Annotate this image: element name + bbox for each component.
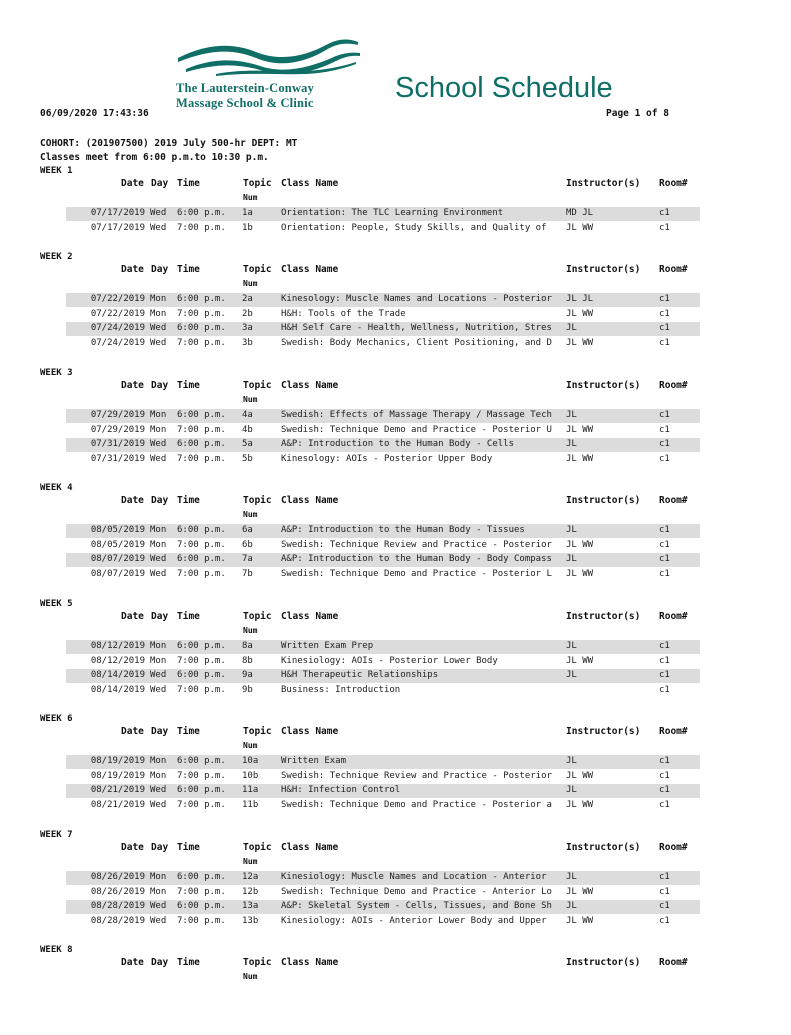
cell-topic: 1b — [242, 222, 253, 233]
col-header-time: Time — [177, 264, 200, 275]
cell-time: 6:00 p.m. — [177, 872, 226, 882]
table-row — [66, 871, 700, 885]
cell-time: 6:00 p.m. — [177, 756, 226, 766]
cell-time: 6:00 p.m. — [177, 439, 226, 450]
week-section — [0, 714, 791, 810]
cell-room: c1 — [659, 684, 670, 695]
cell-date: 08/14/2019 — [90, 670, 145, 681]
cell-class-name: Swedish: Body Mechanics, Client Positioning, and D — [281, 337, 552, 348]
table-row — [66, 293, 700, 307]
col-header-topic: Topic — [243, 380, 272, 391]
cell-room: c1 — [659, 539, 670, 550]
cell-date: 08/19/2019 — [90, 770, 145, 781]
table-row — [66, 770, 700, 784]
print-timestamp: 06/09/2020 17:43:36 — [40, 108, 149, 119]
cell-date: 08/07/2019 — [90, 554, 145, 565]
col-header-room: Room# — [659, 495, 688, 506]
cell-date: 08/07/2019 — [90, 568, 145, 579]
cell-date: 08/05/2019 — [90, 539, 145, 550]
week-section — [0, 483, 791, 579]
cell-instructors: JL — [566, 872, 577, 882]
cell-time: 7:00 p.m. — [177, 337, 226, 348]
cell-instructors: JL — [566, 785, 577, 796]
cell-date: 08/14/2019 — [90, 684, 145, 695]
cell-time: 7:00 p.m. — [177, 539, 226, 550]
wave-logo-icon — [176, 36, 360, 76]
cell-instructors: JL — [566, 641, 577, 651]
col-header-date: Date — [121, 611, 144, 622]
cell-date: 08/26/2019 — [90, 886, 145, 897]
week-label: WEEK 7 — [40, 830, 73, 840]
cell-date: 08/28/2019 — [90, 901, 145, 912]
cell-topic: 9a — [242, 670, 253, 681]
week-section — [0, 166, 791, 256]
cell-room: c1 — [659, 208, 670, 218]
col-header-instructors: Instructor(s) — [566, 842, 641, 853]
cell-day: Wed — [150, 915, 167, 926]
cell-class-name: Orientation: People, Study Skills, and Quality of — [281, 222, 547, 233]
cell-date: 07/29/2019 — [90, 410, 145, 420]
col-header-date: Date — [121, 726, 144, 737]
cell-time: 7:00 p.m. — [177, 886, 226, 897]
col-header-room: Room# — [659, 842, 688, 853]
cell-day: Mon — [150, 655, 167, 666]
cell-room: c1 — [659, 756, 670, 766]
cell-time: 7:00 p.m. — [177, 915, 226, 926]
col-header-date: Date — [121, 957, 144, 968]
cell-day: Mon — [150, 539, 167, 550]
cell-day: Wed — [150, 337, 167, 348]
cell-topic: 2a — [242, 294, 253, 304]
week-label: WEEK 2 — [40, 252, 73, 262]
cell-class-name: Kinesology: Muscle Names and Locations - Posterior — [281, 294, 552, 304]
cell-topic: 6b — [242, 539, 253, 550]
cell-date: 07/22/2019 — [90, 294, 145, 304]
cell-instructors: JL WW — [566, 568, 594, 579]
cell-day: Wed — [150, 323, 167, 334]
cell-time: 7:00 p.m. — [177, 424, 226, 435]
col-header-day: Day — [151, 957, 169, 968]
col-header-topic: Topic — [243, 611, 272, 622]
cell-time: 6:00 p.m. — [177, 294, 226, 304]
cell-instructors: JL — [566, 901, 577, 912]
cell-date: 08/12/2019 — [90, 655, 145, 666]
cell-time: 6:00 p.m. — [177, 670, 226, 681]
col-header-class-name: Class Name — [281, 726, 339, 737]
cell-date: 08/21/2019 — [90, 799, 145, 810]
col-header-room: Room# — [659, 611, 688, 622]
col-header-time: Time — [177, 178, 200, 189]
col-header-num: Num — [243, 972, 258, 981]
cell-room: c1 — [659, 453, 670, 464]
cell-instructors: JL JL — [566, 294, 594, 304]
col-header-time: Time — [177, 611, 200, 622]
table-row — [66, 222, 700, 236]
cell-date: 08/26/2019 — [90, 872, 145, 882]
table-row — [66, 640, 700, 654]
table-row — [66, 409, 700, 423]
cell-topic: 9b — [242, 684, 253, 695]
col-header-room: Room# — [659, 380, 688, 391]
cell-time: 6:00 p.m. — [177, 525, 226, 535]
cell-topic: 11b — [242, 799, 259, 810]
cell-time: 6:00 p.m. — [177, 208, 226, 218]
cell-topic: 11a — [242, 785, 259, 796]
cell-room: c1 — [659, 424, 670, 435]
cell-day: Wed — [150, 785, 167, 796]
cell-class-name: Orientation: The TLC Learning Environment — [281, 208, 504, 218]
week-label: WEEK 3 — [40, 368, 73, 378]
cell-class-name: Kinesiology: Muscle Names and Location - Anterior — [281, 872, 547, 882]
week-section — [0, 599, 791, 695]
cell-date: 07/22/2019 — [90, 308, 145, 319]
table-row — [66, 322, 700, 336]
col-header-topic: Topic — [243, 842, 272, 853]
week-label: WEEK 6 — [40, 714, 73, 724]
col-header-instructors: Instructor(s) — [566, 380, 641, 391]
week-label: WEEK 4 — [40, 483, 73, 493]
cell-time: 7:00 p.m. — [177, 799, 226, 810]
cell-day: Mon — [150, 410, 167, 420]
cell-day: Wed — [150, 453, 167, 464]
cell-time: 6:00 p.m. — [177, 554, 226, 565]
cell-class-name: Swedish: Technique Demo and Practice - Posterior U — [281, 424, 552, 435]
col-header-num: Num — [243, 857, 258, 866]
col-header-instructors: Instructor(s) — [566, 726, 641, 737]
cell-class-name: Written Exam — [281, 756, 347, 766]
cohort-info: COHORT: (201907500) 2019 July 500-hr DEPT: MT — [40, 138, 298, 149]
col-header-class-name: Class Name — [281, 495, 339, 506]
cell-time: 7:00 p.m. — [177, 684, 226, 695]
col-header-num: Num — [243, 395, 258, 404]
cell-day: Mon — [150, 525, 167, 535]
cell-class-name: Kinesiology: AOIs - Posterior Lower Body — [281, 655, 498, 666]
cell-topic: 8a — [242, 641, 253, 651]
cell-topic: 1a — [242, 208, 253, 218]
cell-instructors: MD JL — [566, 208, 594, 218]
cell-room: c1 — [659, 323, 670, 334]
cell-instructors: JL — [566, 525, 577, 535]
cell-instructors: JL WW — [566, 886, 594, 897]
cell-time: 7:00 p.m. — [177, 453, 226, 464]
table-row — [66, 553, 700, 567]
cell-date: 08/19/2019 — [90, 756, 145, 766]
cell-instructors: JL WW — [566, 799, 594, 810]
class-hours: Classes meet from 6:00 p.m.to 10:30 p.m. — [40, 152, 269, 163]
cell-room: c1 — [659, 294, 670, 304]
cell-time: 6:00 p.m. — [177, 901, 226, 912]
cell-date: 07/31/2019 — [90, 439, 145, 450]
cell-class-name: H&H Self Care - Health, Wellness, Nutrition, Stres — [281, 323, 552, 334]
table-row — [66, 655, 700, 669]
cell-topic: 4a — [242, 410, 253, 420]
col-header-class-name: Class Name — [281, 178, 339, 189]
cell-room: c1 — [659, 308, 670, 319]
col-header-room: Room# — [659, 178, 688, 189]
table-row — [66, 568, 700, 582]
cell-day: Mon — [150, 886, 167, 897]
cell-date: 08/05/2019 — [90, 525, 145, 535]
cell-class-name: H&H Therapeutic Relationships — [281, 670, 439, 681]
cell-instructors: JL — [566, 410, 577, 420]
cell-day: Mon — [150, 641, 167, 651]
cell-date: 07/17/2019 — [90, 222, 145, 233]
cell-instructors: JL WW — [566, 915, 594, 926]
cell-topic: 10b — [242, 770, 259, 781]
col-header-instructors: Instructor(s) — [566, 495, 641, 506]
cell-room: c1 — [659, 655, 670, 666]
school-logo — [176, 36, 360, 112]
cell-topic: 13a — [242, 901, 259, 912]
table-row — [66, 207, 700, 221]
week-section — [0, 252, 791, 348]
col-header-num: Num — [243, 626, 258, 635]
col-header-topic: Topic — [243, 264, 272, 275]
cell-room: c1 — [659, 770, 670, 781]
cell-room: c1 — [659, 799, 670, 810]
cell-date: 07/31/2019 — [90, 453, 145, 464]
week-section — [0, 830, 791, 926]
cell-room: c1 — [659, 886, 670, 897]
col-header-time: Time — [177, 726, 200, 737]
cell-topic: 7b — [242, 568, 253, 579]
col-header-topic: Topic — [243, 178, 272, 189]
cell-room: c1 — [659, 554, 670, 565]
col-header-instructors: Instructor(s) — [566, 264, 641, 275]
cell-class-name: Swedish: Technique Review and Practice - Posterior — [281, 770, 552, 781]
cell-room: c1 — [659, 337, 670, 348]
col-header-class-name: Class Name — [281, 842, 339, 853]
cell-day: Wed — [150, 222, 167, 233]
cell-class-name: Swedish: Technique Demo and Practice - Posterior a — [281, 799, 552, 810]
cell-day: Wed — [150, 684, 167, 695]
col-header-day: Day — [151, 380, 169, 391]
cell-topic: 7a — [242, 554, 253, 565]
col-header-day: Day — [151, 178, 169, 189]
cell-day: Mon — [150, 294, 167, 304]
table-row — [66, 308, 700, 322]
table-row — [66, 424, 700, 438]
cell-date: 07/24/2019 — [90, 337, 145, 348]
col-header-class-name: Class Name — [281, 264, 339, 275]
table-row — [66, 539, 700, 553]
cell-instructors: JL — [566, 439, 577, 450]
col-header-room: Room# — [659, 264, 688, 275]
cell-instructors: JL WW — [566, 539, 594, 550]
col-header-topic: Topic — [243, 726, 272, 737]
cell-class-name: Kinesiology: AOIs - Anterior Lower Body and Upper — [281, 915, 547, 926]
cell-topic: 10a — [242, 756, 259, 766]
table-row — [66, 900, 700, 914]
cell-instructors: JL — [566, 670, 577, 681]
page-title: School Schedule — [395, 72, 613, 104]
col-header-day: Day — [151, 611, 169, 622]
cell-class-name: A&P: Skeletal System - Cells, Tissues, and Bone Sh — [281, 901, 552, 912]
cell-day: Wed — [150, 208, 167, 218]
cell-instructors: JL — [566, 323, 577, 334]
col-header-time: Time — [177, 380, 200, 391]
cell-room: c1 — [659, 872, 670, 882]
cell-topic: 5b — [242, 453, 253, 464]
col-header-num: Num — [243, 193, 258, 202]
cell-time: 7:00 p.m. — [177, 308, 226, 319]
cell-time: 6:00 p.m. — [177, 323, 226, 334]
col-header-num: Num — [243, 510, 258, 519]
col-header-day: Day — [151, 842, 169, 853]
col-header-time: Time — [177, 495, 200, 506]
cell-day: Wed — [150, 439, 167, 450]
logo-text-line2: Massage School & Clinic — [176, 96, 314, 110]
table-row — [66, 453, 700, 467]
table-row — [66, 755, 700, 769]
cell-day: Mon — [150, 872, 167, 882]
cell-topic: 6a — [242, 525, 253, 535]
cell-time: 6:00 p.m. — [177, 410, 226, 420]
col-header-date: Date — [121, 178, 144, 189]
cell-time: 7:00 p.m. — [177, 222, 226, 233]
cell-day: Mon — [150, 424, 167, 435]
cell-class-name: Swedish: Technique Demo and Practice - Posterior L — [281, 568, 552, 579]
cell-class-name: H&H: Infection Control — [281, 785, 401, 796]
week-section — [0, 945, 791, 1035]
cell-time: 7:00 p.m. — [177, 568, 226, 579]
cell-day: Mon — [150, 756, 167, 766]
cell-room: c1 — [659, 222, 670, 233]
col-header-num: Num — [243, 741, 258, 750]
col-header-num: Num — [243, 279, 258, 288]
cell-topic: 2b — [242, 308, 253, 319]
cell-topic: 13b — [242, 915, 259, 926]
col-header-date: Date — [121, 380, 144, 391]
col-header-date: Date — [121, 264, 144, 275]
cell-class-name: A&P: Introduction to the Human Body - Cells — [281, 439, 514, 450]
cell-instructors: JL WW — [566, 424, 594, 435]
col-header-room: Room# — [659, 726, 688, 737]
cell-room: c1 — [659, 915, 670, 926]
table-row — [66, 438, 700, 452]
cell-day: Wed — [150, 568, 167, 579]
cell-class-name: A&P: Introduction to the Human Body - Body Compass — [281, 554, 552, 565]
col-header-instructors: Instructor(s) — [566, 178, 641, 189]
cell-date: 07/17/2019 — [90, 208, 145, 218]
cell-topic: 12a — [242, 872, 259, 882]
cell-date: 07/24/2019 — [90, 323, 145, 334]
col-header-time: Time — [177, 957, 200, 968]
col-header-day: Day — [151, 264, 169, 275]
cell-room: c1 — [659, 670, 670, 681]
cell-class-name: Swedish: Technique Review and Practice - Posterior — [281, 539, 552, 550]
col-header-class-name: Class Name — [281, 957, 339, 968]
cell-class-name: Swedish: Technique Demo and Practice - Anterior Lo — [281, 886, 552, 897]
table-row — [66, 915, 700, 929]
cell-class-name: Swedish: Effects of Massage Therapy / Massage Tech — [281, 410, 552, 420]
cell-room: c1 — [659, 901, 670, 912]
week-label: WEEK 5 — [40, 599, 73, 609]
cell-class-name: A&P: Introduction to the Human Body - Tissues — [281, 525, 525, 535]
cell-room: c1 — [659, 785, 670, 796]
table-row — [66, 799, 700, 813]
cell-day: Wed — [150, 799, 167, 810]
cell-instructors: JL WW — [566, 655, 594, 666]
page-number: Page 1 of 8 — [606, 108, 669, 119]
cell-instructors: JL WW — [566, 453, 594, 464]
col-header-room: Room# — [659, 957, 688, 968]
cell-day: Wed — [150, 554, 167, 565]
cell-room: c1 — [659, 410, 670, 420]
cell-room: c1 — [659, 525, 670, 535]
cell-class-name: Business: Introduction — [281, 684, 401, 695]
cell-class-name: H&H: Tools of the Trade — [281, 308, 406, 319]
table-row — [66, 684, 700, 698]
cell-topic: 12b — [242, 886, 259, 897]
logo-text-line1: The Lauterstein-Conway — [176, 81, 315, 95]
cell-date: 08/28/2019 — [90, 915, 145, 926]
week-label: WEEK 8 — [40, 945, 73, 955]
col-header-instructors: Instructor(s) — [566, 957, 641, 968]
table-row — [66, 784, 700, 798]
cell-instructors: JL — [566, 554, 577, 565]
cell-instructors: JL WW — [566, 222, 594, 233]
cell-time: 7:00 p.m. — [177, 655, 226, 666]
col-header-instructors: Instructor(s) — [566, 611, 641, 622]
col-header-date: Date — [121, 495, 144, 506]
cell-room: c1 — [659, 439, 670, 450]
col-header-day: Day — [151, 495, 169, 506]
cell-time: 6:00 p.m. — [177, 785, 226, 796]
week-label: WEEK 1 — [40, 166, 73, 176]
cell-room: c1 — [659, 568, 670, 579]
cell-date: 08/21/2019 — [90, 785, 145, 796]
col-header-class-name: Class Name — [281, 611, 339, 622]
cell-topic: 5a — [242, 439, 253, 450]
cell-instructors: JL WW — [566, 337, 594, 348]
table-row — [66, 669, 700, 683]
cell-topic: 3b — [242, 337, 253, 348]
cell-date: 08/12/2019 — [90, 641, 145, 651]
col-header-day: Day — [151, 726, 169, 737]
cell-day: Wed — [150, 901, 167, 912]
week-section — [0, 368, 791, 464]
cell-day: Mon — [150, 770, 167, 781]
col-header-class-name: Class Name — [281, 380, 339, 391]
cell-class-name: Written Exam Prep — [281, 641, 374, 651]
cell-time: 7:00 p.m. — [177, 770, 226, 781]
cell-class-name: Kinesology: AOIs - Posterior Upper Body — [281, 453, 493, 464]
cell-topic: 3a — [242, 323, 253, 334]
table-row — [66, 524, 700, 538]
cell-time: 6:00 p.m. — [177, 641, 226, 651]
table-row — [66, 886, 700, 900]
cell-day: Wed — [150, 670, 167, 681]
cell-instructors: JL WW — [566, 308, 594, 319]
table-row — [66, 337, 700, 351]
cell-instructors: JL WW — [566, 770, 594, 781]
col-header-topic: Topic — [243, 495, 272, 506]
col-header-time: Time — [177, 842, 200, 853]
cell-day: Mon — [150, 308, 167, 319]
col-header-topic: Topic — [243, 957, 272, 968]
cell-instructors: JL — [566, 756, 577, 766]
cell-topic: 4b — [242, 424, 253, 435]
col-header-date: Date — [121, 842, 144, 853]
cell-topic: 8b — [242, 655, 253, 666]
cell-date: 07/29/2019 — [90, 424, 145, 435]
cell-room: c1 — [659, 641, 670, 651]
